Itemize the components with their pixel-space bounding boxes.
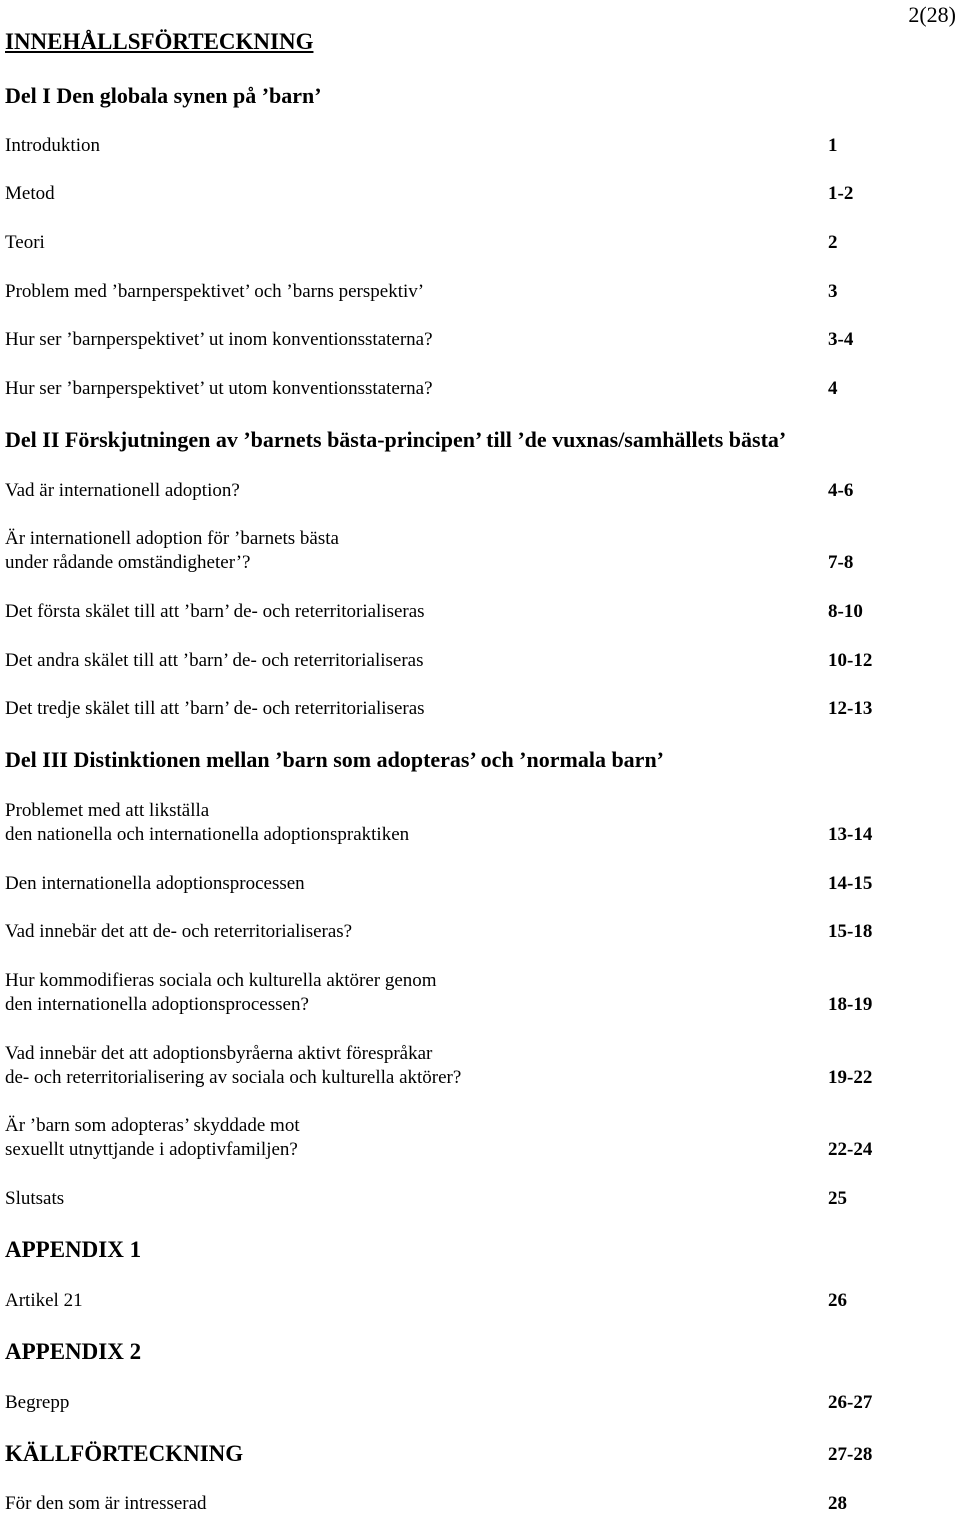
toc-entry-page: 3-4 <box>828 329 854 350</box>
toc-entry-label: Begrepp <box>5 1392 70 1413</box>
toc-entry-page: 8-10 <box>828 601 863 622</box>
toc-entry-label: Hur ser ’barnperspektivet’ ut utom konventionsstaterna? <box>5 378 433 399</box>
sources-heading: KÄLLFÖRTECKNING <box>5 1441 244 1466</box>
toc-entry-label: Artikel 21 <box>5 1290 83 1311</box>
toc-entry-label: Vad innebär det att de- och reterritorialiseras? <box>5 921 353 942</box>
toc-entry-page: 1-2 <box>828 183 854 204</box>
toc-entry-label-line2: den nationella och internationella adoptionspraktiken <box>5 824 410 845</box>
toc-entry-label-line1: Är internationell adoption för ’barnets bästa <box>5 528 339 549</box>
toc-entry-page: 28 <box>828 1493 847 1514</box>
part2-heading: Del II Förskjutningen av ’barnets bästa-principen’ till ’de vuxnas/samhällets bästa’ <box>5 427 787 452</box>
part3-heading: Del III Distinktionen mellan ’barn som adopteras’ och ’normala barn’ <box>5 747 665 772</box>
toc-entry-label: Problem med ’barnperspektivet’ och ’barns perspektiv’ <box>5 281 425 302</box>
toc-entry-label-line1: Är ’barn som adopteras’ skyddade mot <box>5 1115 300 1136</box>
appendix1-heading: APPENDIX 1 <box>5 1237 142 1262</box>
toc-entry-page: 4 <box>828 378 838 399</box>
toc-entry-page: 25 <box>828 1188 847 1209</box>
toc-entry-label: Det tredje skälet till att ’barn’ de- och reterritorialiseras <box>5 698 425 719</box>
toc-entry-label-line2: sexuellt utnyttjande i adoptivfamiljen? <box>5 1139 298 1160</box>
toc-entry-label-line1: Vad innebär det att adoptionsbyråerna aktivt förespråkar <box>5 1043 433 1064</box>
toc-entry-page: 19-22 <box>828 1067 873 1088</box>
toc-entry-label: Introduktion <box>5 135 100 156</box>
toc-entry-page: 4-6 <box>828 480 854 501</box>
toc-entry-page: 2 <box>828 232 838 253</box>
toc-entry-label-line2: de- och reterritorialisering av sociala och kulturella aktörer? <box>5 1067 462 1088</box>
toc-entry-page: 26-27 <box>828 1392 873 1413</box>
toc-entry-page: 15-18 <box>828 921 873 942</box>
toc-entry-label: Det andra skälet till att ’barn’ de- och reterritorialiseras <box>5 650 424 671</box>
toc-entry-page: 22-24 <box>828 1139 873 1160</box>
page-number: 2(28) <box>908 2 956 27</box>
toc-entry-label: För den som är intresserad <box>5 1493 207 1514</box>
toc-entry-label-line2: den internationella adoptionsprocessen? <box>5 994 309 1015</box>
toc-entry-page: 1 <box>828 135 838 156</box>
toc-title: INNEHÅLLSFÖRTECKNING <box>5 29 314 54</box>
appendix2-heading: APPENDIX 2 <box>5 1339 142 1364</box>
toc-entry-label: Vad är internationell adoption? <box>5 480 240 501</box>
toc-entry-label: Det första skälet till att ’barn’ de- och reterritorialiseras <box>5 601 425 622</box>
toc-entry-page: 12-13 <box>828 698 873 719</box>
toc-entry-page: 10-12 <box>828 650 873 671</box>
part1-heading: Del I Den globala synen på ’barn’ <box>5 83 322 108</box>
toc-entry-label: Slutsats <box>5 1188 65 1209</box>
toc-entry-page: 13-14 <box>828 824 873 845</box>
toc-entry-label: Metod <box>5 183 55 204</box>
toc-entry-label-line2: under rådande omständigheter’? <box>5 552 251 573</box>
toc-entry-label-line1: Problemet med att likställa <box>5 800 210 821</box>
toc-entry-label-line1: Hur kommodifieras sociala och kulturella aktörer genom <box>5 970 437 991</box>
toc-entry-label: Hur ser ’barnperspektivet’ ut inom konventionsstaterna? <box>5 329 433 350</box>
toc-entry-page: 14-15 <box>828 873 873 894</box>
toc-entry-page: 26 <box>828 1290 847 1311</box>
toc-entry-page: 3 <box>828 281 838 302</box>
toc-entry-page: 7-8 <box>828 552 854 573</box>
toc-entry-page: 27-28 <box>828 1444 873 1465</box>
toc-entry-label: Teori <box>5 232 45 253</box>
toc-entry-page: 18-19 <box>828 994 873 1015</box>
toc-entry-label: Den internationella adoptionsprocessen <box>5 873 305 894</box>
